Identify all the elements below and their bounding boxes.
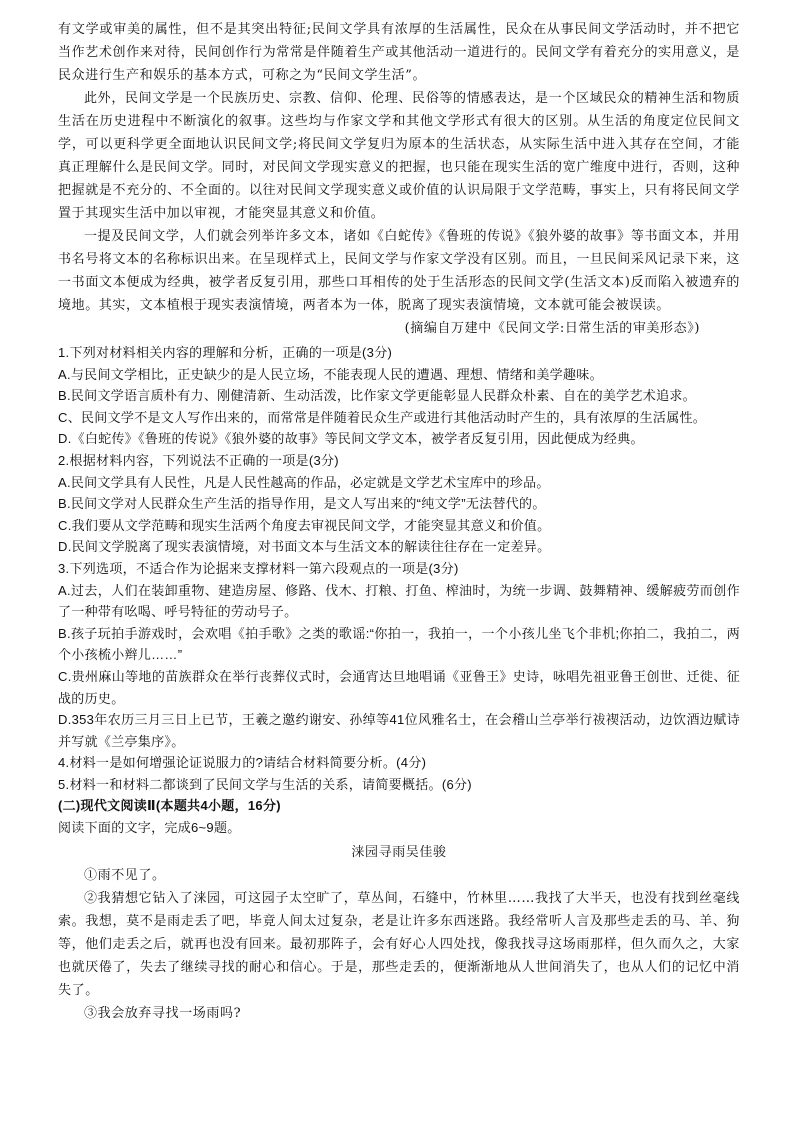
question-1 — [58, 342, 740, 450]
question-4-stem: 4.材料一是如何增强论证说服力的?请结合材料简要分析。(4分) — [58, 755, 427, 771]
question-3 — [58, 558, 740, 752]
question-2 — [58, 450, 740, 558]
question-option: B.民间文学语言质朴有力、刚健清新、生动活泼，比作家文学更能彰显人民群众朴素、自在的美学艺术追求。 — [58, 388, 696, 404]
question-stem: 2.根据材料内容，下列说法不正确的一项是(3分) — [58, 452, 339, 468]
section-two — [58, 795, 740, 1024]
question-option: A.与民间文学相比，正史缺少的是人民立场，不能表现人民的遭遇、理想、情绪和美学趣味。 — [58, 366, 603, 382]
passage-paragraph: 此外，民间文学是一个民族历史、宗教、信仰、伦理、民俗等的情感表达，是一个区域民众的精神生活和物质生活在历史进程中不断演化的叙事。这些均与作家文学和其他文学形式有很大的区别。从生活的角度定位民间文学，可以更科学更全面地认识民间文学;将民间文学复归为原本的生活状态，从实际生活中进入其存在空间，才能真正理解什么是民间文学。同时，对民间文学现实意义的把握，也只能在现实生活的宽广维度中进行，否则，这种把握就是不充分的、不全面的。以往对民间文学现实意义或价值的认识局限于文学范畴，事实上，只有将民间文学置于其现实生活中加以审视，才能突显其意义和价值。 — [58, 91, 740, 221]
question-option: A.过去，人们在装卸重物、建造房屋、修路、伐木、打粮、打鱼、榨油时，为统一步调、鼓舞精神、缓解疲劳而创作了一种带有吆喝、呼号特征的劳动号子。 — [58, 582, 740, 620]
article-paragraph: ③我会放弃寻找一场雨吗? — [84, 1005, 242, 1021]
article-paragraph: ②我猜想它钻入了涞园，可这园子太空旷了，草丛间，石缝中，竹林里……我找了大半天，也没有找到丝毫线索。我想，莫不是雨走丢了吧，毕竟人间太过复杂，老是让许多东西迷路。我经常听人言及那些走丢的马、羊、狗等，他们走丢之后，就再也没有回来。最初那阵子，会有好心人四处找，像我找寻这场雨那样，但久而久之，大家也就厌倦了，失去了继续寻找的耐心和信心。于是，那些走丢的，便渐渐地从人世间消失了，也从人们的记忆中消失了。 — [58, 890, 740, 998]
article-body — [58, 864, 740, 1025]
question-option: D.民间文学脱离了现实表演情境，对书面文本与生活文本的解读往往存在一定差异。 — [58, 539, 551, 555]
question-stem: 1.下列对材料相关内容的理解和分析，正确的一项是(3分) — [58, 345, 393, 360]
question-stem: 3.下列选项，不适合作为论据来支撑材料一第六段观点的一项是(3分) — [58, 560, 459, 576]
question-option: D.《白蛇传》《鲁班的传说》《狼外婆的故事》等民间文学文本，被学者反复引用，因此便成为经典。 — [58, 431, 644, 447]
passage-paragraph: 有文学或审美的属性，但不是其突出特征;民间文学具有浓厚的生活属性，民众在从事民间文学活动时，并不把它当作艺术创作来对待，民间创作行为常常是伴随着生产或其他活动一道进行的。民间文学有着充分的实用意义，是民众进行生产和娱乐的基本方式，可称之为“民间文学生活”。 — [58, 22, 740, 83]
question-option: B.孩子玩拍手游戏时，会欢唱《拍手歌》之类的歌谣:“你拍一，我拍一，一个小孩儿坐飞个非机;你拍二，我拍二，两个小孩梳小辫儿……” — [58, 625, 740, 663]
question-option: C.贵州麻山等地的苗族群众在举行丧葬仪式时，会通宵达旦地唱诵《亚鲁王》史诗，咏唱先祖亚鲁王创世、迁徙、征战的历史。 — [58, 668, 740, 706]
question-option: B.民间文学对人民群众生产生活的指导作用，是文人写出来的“纯文学”无法替代的。 — [58, 496, 546, 512]
passage-source: (摘编自万建中《民间文学:日常生活的审美形态》) — [404, 321, 700, 336]
article-title: 涞园寻雨吴佳骏 — [351, 844, 447, 860]
question-5-stem: 5.材料一和材料二都谈到了民间文学与生活的关系，请简要概括。(6分) — [58, 776, 472, 792]
question-list — [58, 342, 740, 795]
exam-page — [58, 18, 740, 1025]
question-option: C、民间文学不是文人写作出来的，而常常是伴随着民众生产或进行其他活动时产生的，具有浓厚的生活属性。 — [58, 409, 707, 425]
section-instruction: 阅读下面的文字，完成6~9题。 — [58, 820, 241, 836]
passage-paragraph: 一提及民间文学，人们就会列举许多文本，诸如《白蛇传》《鲁班的传说》《狼外婆的故事》等书面文本，并用书名号将文本的名称标识出来。在呈现样式上，民间文学与作家文学没有区别。而且，一旦民间采风记录下来，这一书面文本便成为经典，被学者反复引用，那些口耳相传的处于生活形态的民间文学(生活文本)反而陷入被遗弃的境地。其实，文本植根于现实表演情境，两者本为一体，脱离了现实表演情境，文本就可能会被误读。 — [58, 229, 740, 313]
question-option: A.民间文学具有人民性，凡是人民性越高的作品，必定就是文学艺术宝库中的珍品。 — [58, 474, 550, 490]
question-option: D.353年农历三月三日上已节，王羲之邀约谢安、孙绰等41位风雅名士，在会稽山兰亭举行祓禊活动，边饮酒边赋诗并写就《兰亭集序》。 — [58, 712, 740, 749]
section-heading: (二)现代文阅读Ⅱ(本题共4小题，16分) — [58, 798, 281, 814]
passage-one — [58, 18, 740, 340]
article-paragraph: ①雨不见了。 — [84, 867, 166, 883]
question-option: C.我们要从文学范畴和现实生活两个角度去审视民间文学，才能突显其意义和价值。 — [58, 517, 551, 533]
